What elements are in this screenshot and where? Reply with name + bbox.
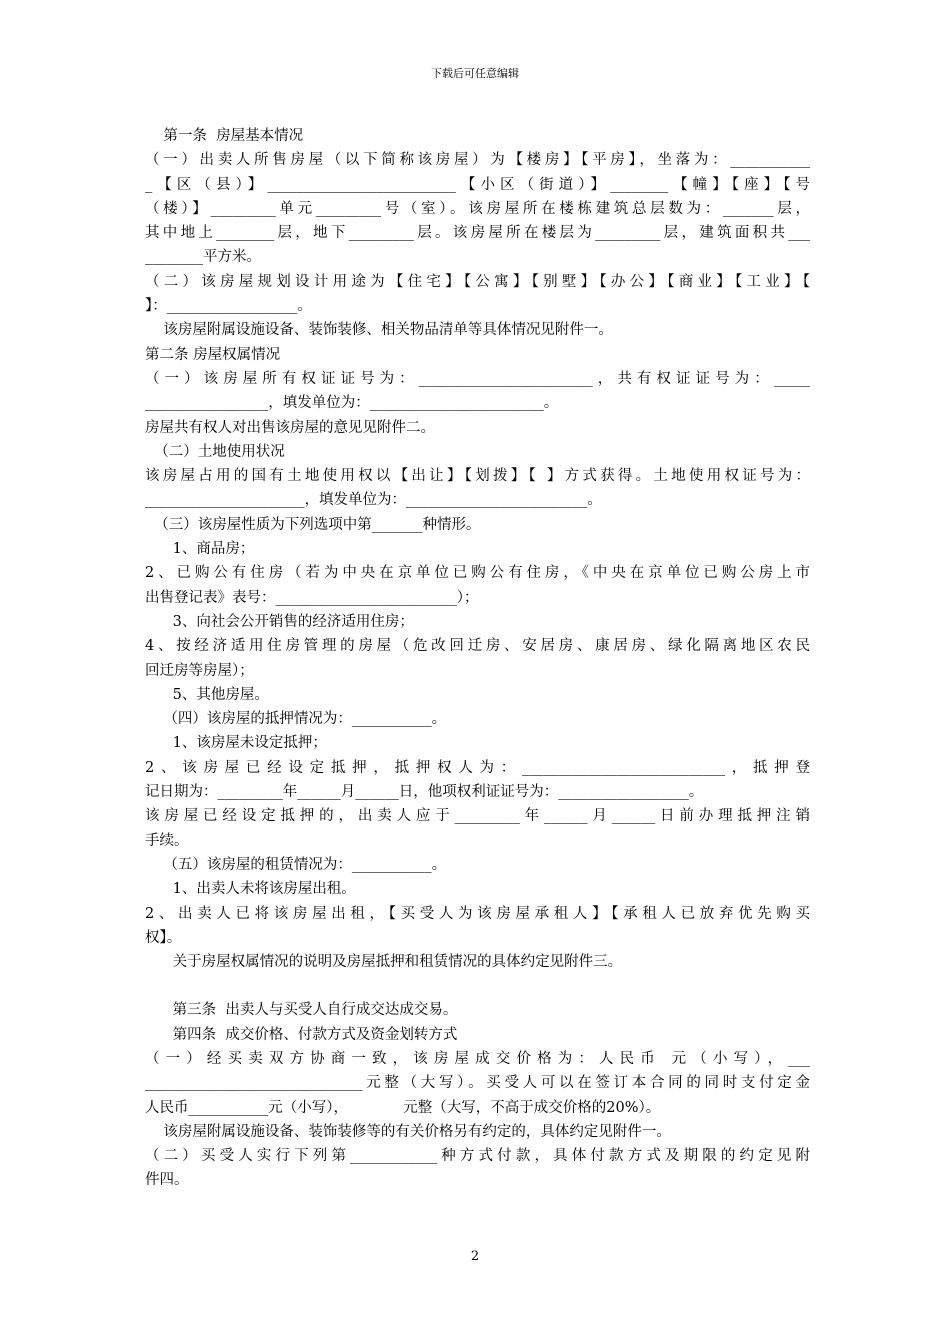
text-line: 房屋共有权人对出售该房屋的意见见附件二。 [145,419,435,436]
text-line: 5、其他房屋。 [145,686,269,703]
page-number: 2 [470,1249,480,1264]
text-line: 该房屋已经设定抵押的，出卖人应于_________年______月______日前办理抵押注销 [145,808,810,825]
text-line: 4、按经济适用住房管理的房屋（危改回迁房、安居房、康居房、绿化隔离地区农民 [145,638,810,655]
text-line: 权】。 [145,929,182,946]
text-line: （二）买受人实行下列第____________种方式付款，具体付款方式及期限的约定见附 [145,1148,810,1165]
text-line: 1、出卖人未将该房屋出租。 [145,881,356,898]
text-line: 第二条 房屋权属情况 [145,346,281,363]
text-line: 出售登记表》表号：_________________________）； [145,589,479,606]
text-line: 人民币___________元（小写）， 元整（大写，不高于成交价格的20%）。 [145,1099,661,1116]
text-line: 1、商品房； [145,541,255,558]
page-header: 下载后可任意编辑 [431,67,519,80]
text-line: 第三条 出卖人与买受人自行成交达成交易。 [145,1002,458,1019]
text-line: （一）该房屋所有权证证号为：________________________，共有权证证号为：_____ [145,370,810,387]
text-line: 件四。 [145,1172,189,1189]
text-line: 】：__________________。 [145,298,312,315]
text-line: 该房屋占用的国有土地使用权以【出让】【划拨】【 】方式获得。土地使用权证号为： [145,468,810,485]
text-line: 2、该房屋已经设定抵押，抵押权人为：____________________________，抵押登 [145,759,810,776]
text-line [145,974,810,998]
text-line: 1、该房屋未设定抵押； [145,735,327,752]
text-line: 记日期为：_________年______月______日，他项权利证证号为：__________________。 [145,784,704,801]
text-line: 回迁房等房屋）； [145,662,254,679]
text-line: ________平方米。 [145,249,261,266]
text-line: （五）该房屋的租赁情况为：___________。 [145,856,447,873]
text-line: 第一条 房屋基本情况 [145,128,304,144]
text-line: ______________________，填发单位为：_________________________。 [145,492,602,509]
text-line: 关于房屋权属情况的说明及房屋抵押和租赁情况的具体约定见附件三。 [145,954,623,971]
text-line: 该房屋附属设施设备、装饰装修、相关物品清单等具体情况见附件一。 [145,322,613,339]
text-line: 3、向社会公开销售的经济适用住房； [145,613,414,630]
text-line: （一）经买卖双方协商一致，该房屋成交价格为：人民币 元（小写），___ [145,1050,810,1067]
text-line: （二）土地使用状况 [145,443,285,460]
text-line: 2、已购公有住房（若为中央在京单位已购公有住房，《中央在京单位已购公房上市 [145,565,810,582]
text-line: 手续。 [145,832,189,849]
text-line: （一）出卖人所售房屋（以下简称该房屋）为【楼房】【平房】，坐落为：___________ [145,152,810,169]
text-line: （二）该房屋规划设计用途为【住宅】【公寓】【别墅】【办公】【商业】【工业】【 [145,273,810,290]
text-line: （四）该房屋的抵押情况为：___________。 [145,711,447,728]
text-line: 第四条 成交价格、付款方式及资金划转方式 [145,1026,458,1043]
text-line: ______________________________元整（大写）。买受人可以在签订本合同的同时支付定金 [145,1075,810,1092]
text-line: （三）该房屋性质为下列选项中第_______种情形。 [145,516,481,533]
text-line: （楼）】_________单元_________号（室）。该房屋所在楼栋建筑总层数为：_______层， [145,200,810,217]
text-line: _________________，填发单位为：________________________。 [145,395,559,412]
text-line: 该房屋附属设施设备、装饰装修等的有关价格另有约定的，具体约定见附件一。 [145,1123,671,1140]
text-line: _【区（县）】__________________________【小区（街道）】________【幢】【座】【号 [145,176,810,193]
document-body [145,124,810,1193]
text-line: 其中地上________层，地下_________层。该房屋所在楼层为_________层，建筑面积共___ [145,225,810,242]
text-line: 2、出卖人已将该房屋出租，【买受人为该房屋承租人】【承租人已放弃优先购买 [145,905,810,922]
